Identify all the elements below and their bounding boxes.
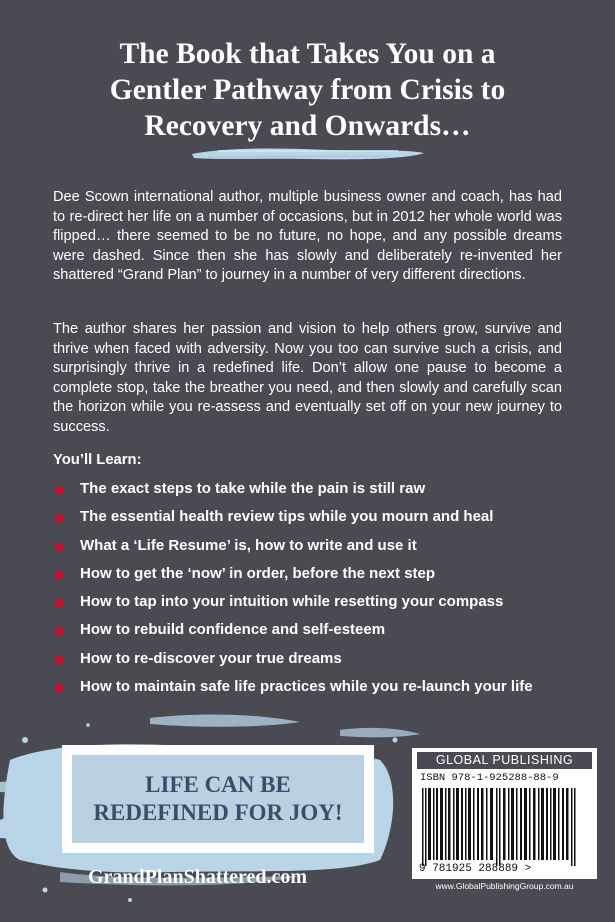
- list-item: [48, 648, 533, 676]
- barcode-panel: [412, 748, 597, 893]
- bullet-icon: [55, 656, 64, 665]
- bullet-icon: [55, 599, 64, 608]
- tagline-banner: [62, 745, 374, 853]
- list-item-label: How to rebuild confidence and self-esteem: [80, 621, 386, 639]
- bullet-icon: [55, 543, 64, 552]
- list-item: [48, 563, 533, 591]
- tagline-line-1: LIFE CAN BE: [145, 772, 291, 797]
- headline-line-3: Recovery and Onwards…: [144, 110, 471, 142]
- bullet-icon: [55, 486, 64, 495]
- brush-stroke-decoration: [188, 145, 428, 163]
- list-item-label: How to re-discover your true dreams: [80, 649, 342, 667]
- headline-line-1: The Book that Takes You on a: [119, 38, 496, 70]
- isbn-label: ISBN 978-1-925288-88-9: [420, 772, 559, 784]
- list-item-label: How to get the ‘now’ in order, before the next step: [80, 564, 436, 582]
- list-item: [48, 591, 533, 619]
- tagline-inner: [72, 755, 364, 843]
- book-description: The author shares her passion and vision to help others grow, survive and thrive when faced with adversity. Now you too can survive such a crisis, and surprisingly thrive in a redefined life. Don’t allow one pause to become a complete stop, take the breather you need, and then slowly and carefully scan the horizon while you re-assess and eventually set off on your new journey to success.: [53, 321, 562, 435]
- barcode-icon: [420, 788, 582, 866]
- bullet-icon: [55, 684, 64, 693]
- author-description: Dee Scown international author, multiple business owner and coach, has had to re-direct her life on a number of occasions, but in 2012 her whole world was flipped… there seemed to be no future, no hope, and any possible dreams were dashed. Since then she has slowly and deliberately re-invented her shattered “Grand Plan” to journey in a number of very different directions.: [53, 189, 562, 284]
- learn-list: [48, 478, 533, 704]
- headline: [30, 36, 585, 144]
- list-item: [48, 535, 533, 563]
- bullet-icon: [55, 514, 64, 523]
- list-item-label: The essential health review tips while you mourn and heal: [80, 508, 494, 526]
- list-item-label: What a ‘Life Resume’ is, how to write and use it: [80, 536, 417, 554]
- list-item-label: How to maintain safe life practices while you re-launch your life: [80, 678, 533, 696]
- bullet-icon: [55, 627, 64, 636]
- barcode-number: 9 781925 288889 >: [419, 863, 532, 875]
- publisher-website: www.GlobalPublishingGroup.com.au: [412, 879, 597, 893]
- list-item-label: The exact steps to take while the pain is still raw: [80, 480, 426, 497]
- list-item-label: How to tap into your intuition while resetting your compass: [80, 593, 504, 611]
- tagline-line-2: REDEFINED FOR JOY!: [93, 800, 343, 825]
- bullet-icon: [55, 571, 64, 580]
- list-item: [48, 478, 533, 506]
- headline-line-2: Gentler Pathway from Crisis to: [109, 74, 506, 106]
- learn-heading: You’ll Learn:: [53, 452, 142, 468]
- list-item: [48, 506, 533, 534]
- publisher-name: GLOBAL PUBLISHING: [417, 752, 592, 769]
- list-item: [48, 619, 533, 647]
- website-url: GrandPlanShattered.com: [88, 866, 308, 888]
